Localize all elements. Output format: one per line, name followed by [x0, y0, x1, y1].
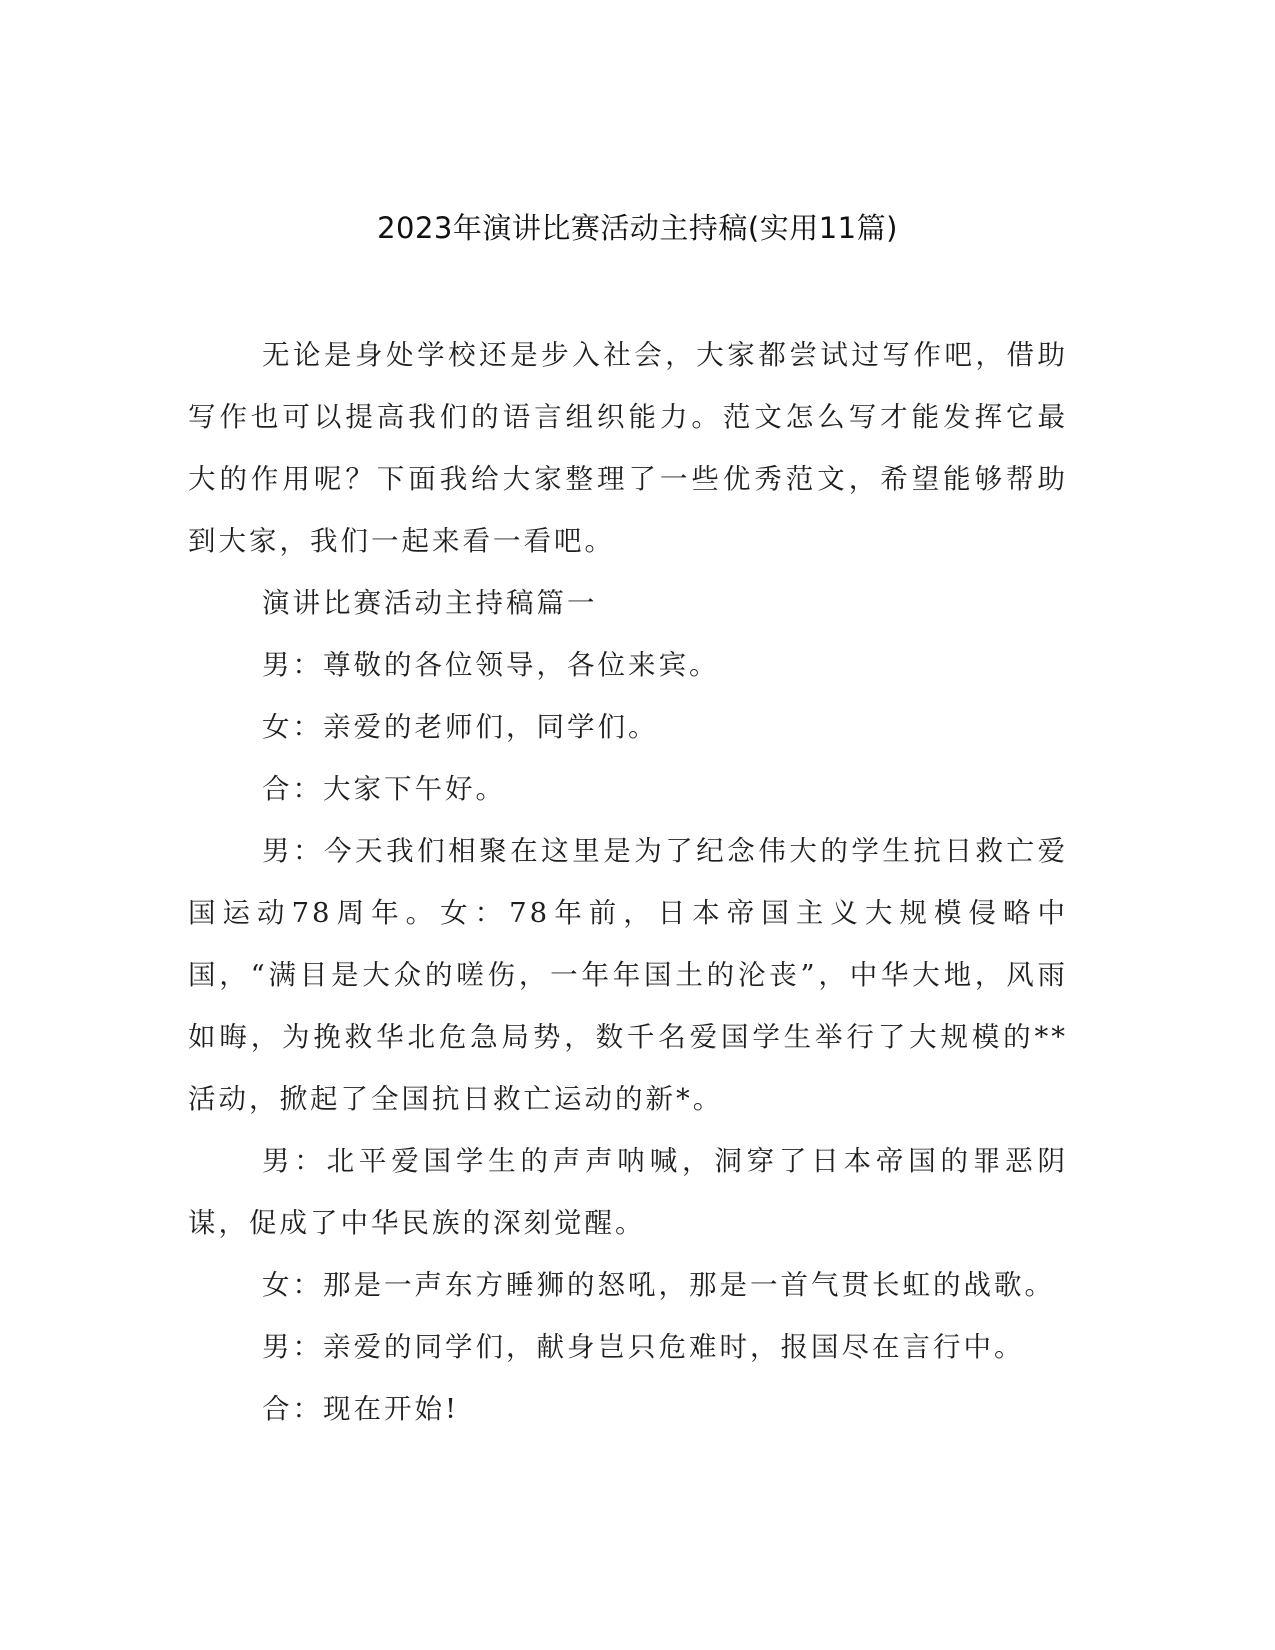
dialogue-line: 男：尊敬的各位领导，各位来宾。 — [262, 649, 720, 681]
dialogue-line: 男：北平爱国学生的声声呐喊，洞穿了日本帝国的罪恶阴谋，促成了中华民族的深刻觉醒。 — [188, 1145, 1068, 1239]
dialogue-line: 女：那是一声东方睡狮的怒吼，那是一首气贯长虹的战歌。 — [262, 1269, 1055, 1301]
dialogue-line: 合：大家下午好。 — [262, 773, 506, 805]
dialogue-line: 男：今天我们相聚在这里是为了纪念伟大的学生抗日救亡爱国运动78周年。女：78年前，日本帝国主义大规模侵略中国，“满目是大众的嗟伤，一年年国土的沦丧”，中华大地，风雨如晦，为挽救华北危急局势，数千名爱国学生举行了大规模的**活动，掀起了全国抗日救亡运动的新*。 — [188, 835, 1068, 1115]
dialogue-line: 男：亲爱的同学们，献身岂只危难时，报国尽在言行中。 — [262, 1331, 1025, 1363]
document-body — [188, 324, 1068, 1440]
intro-paragraph: 无论是身处学校还是步入社会，大家都尝试过写作吧，借助写作也可以提高我们的语言组织能力。范文怎么写才能发挥它最大的作用呢？下面我给大家整理了一些优秀范文，希望能够帮助到大家，我们一起来看一看吧。 — [188, 339, 1068, 557]
section-heading: 演讲比赛活动主持稿篇一 — [262, 587, 598, 619]
dialogue-line: 女：亲爱的老师们，同学们。 — [262, 711, 659, 743]
document-title: 2023年演讲比赛活动主持稿(实用11篇) — [377, 211, 898, 245]
dialogue-line: 合：现在开始! — [262, 1393, 460, 1425]
